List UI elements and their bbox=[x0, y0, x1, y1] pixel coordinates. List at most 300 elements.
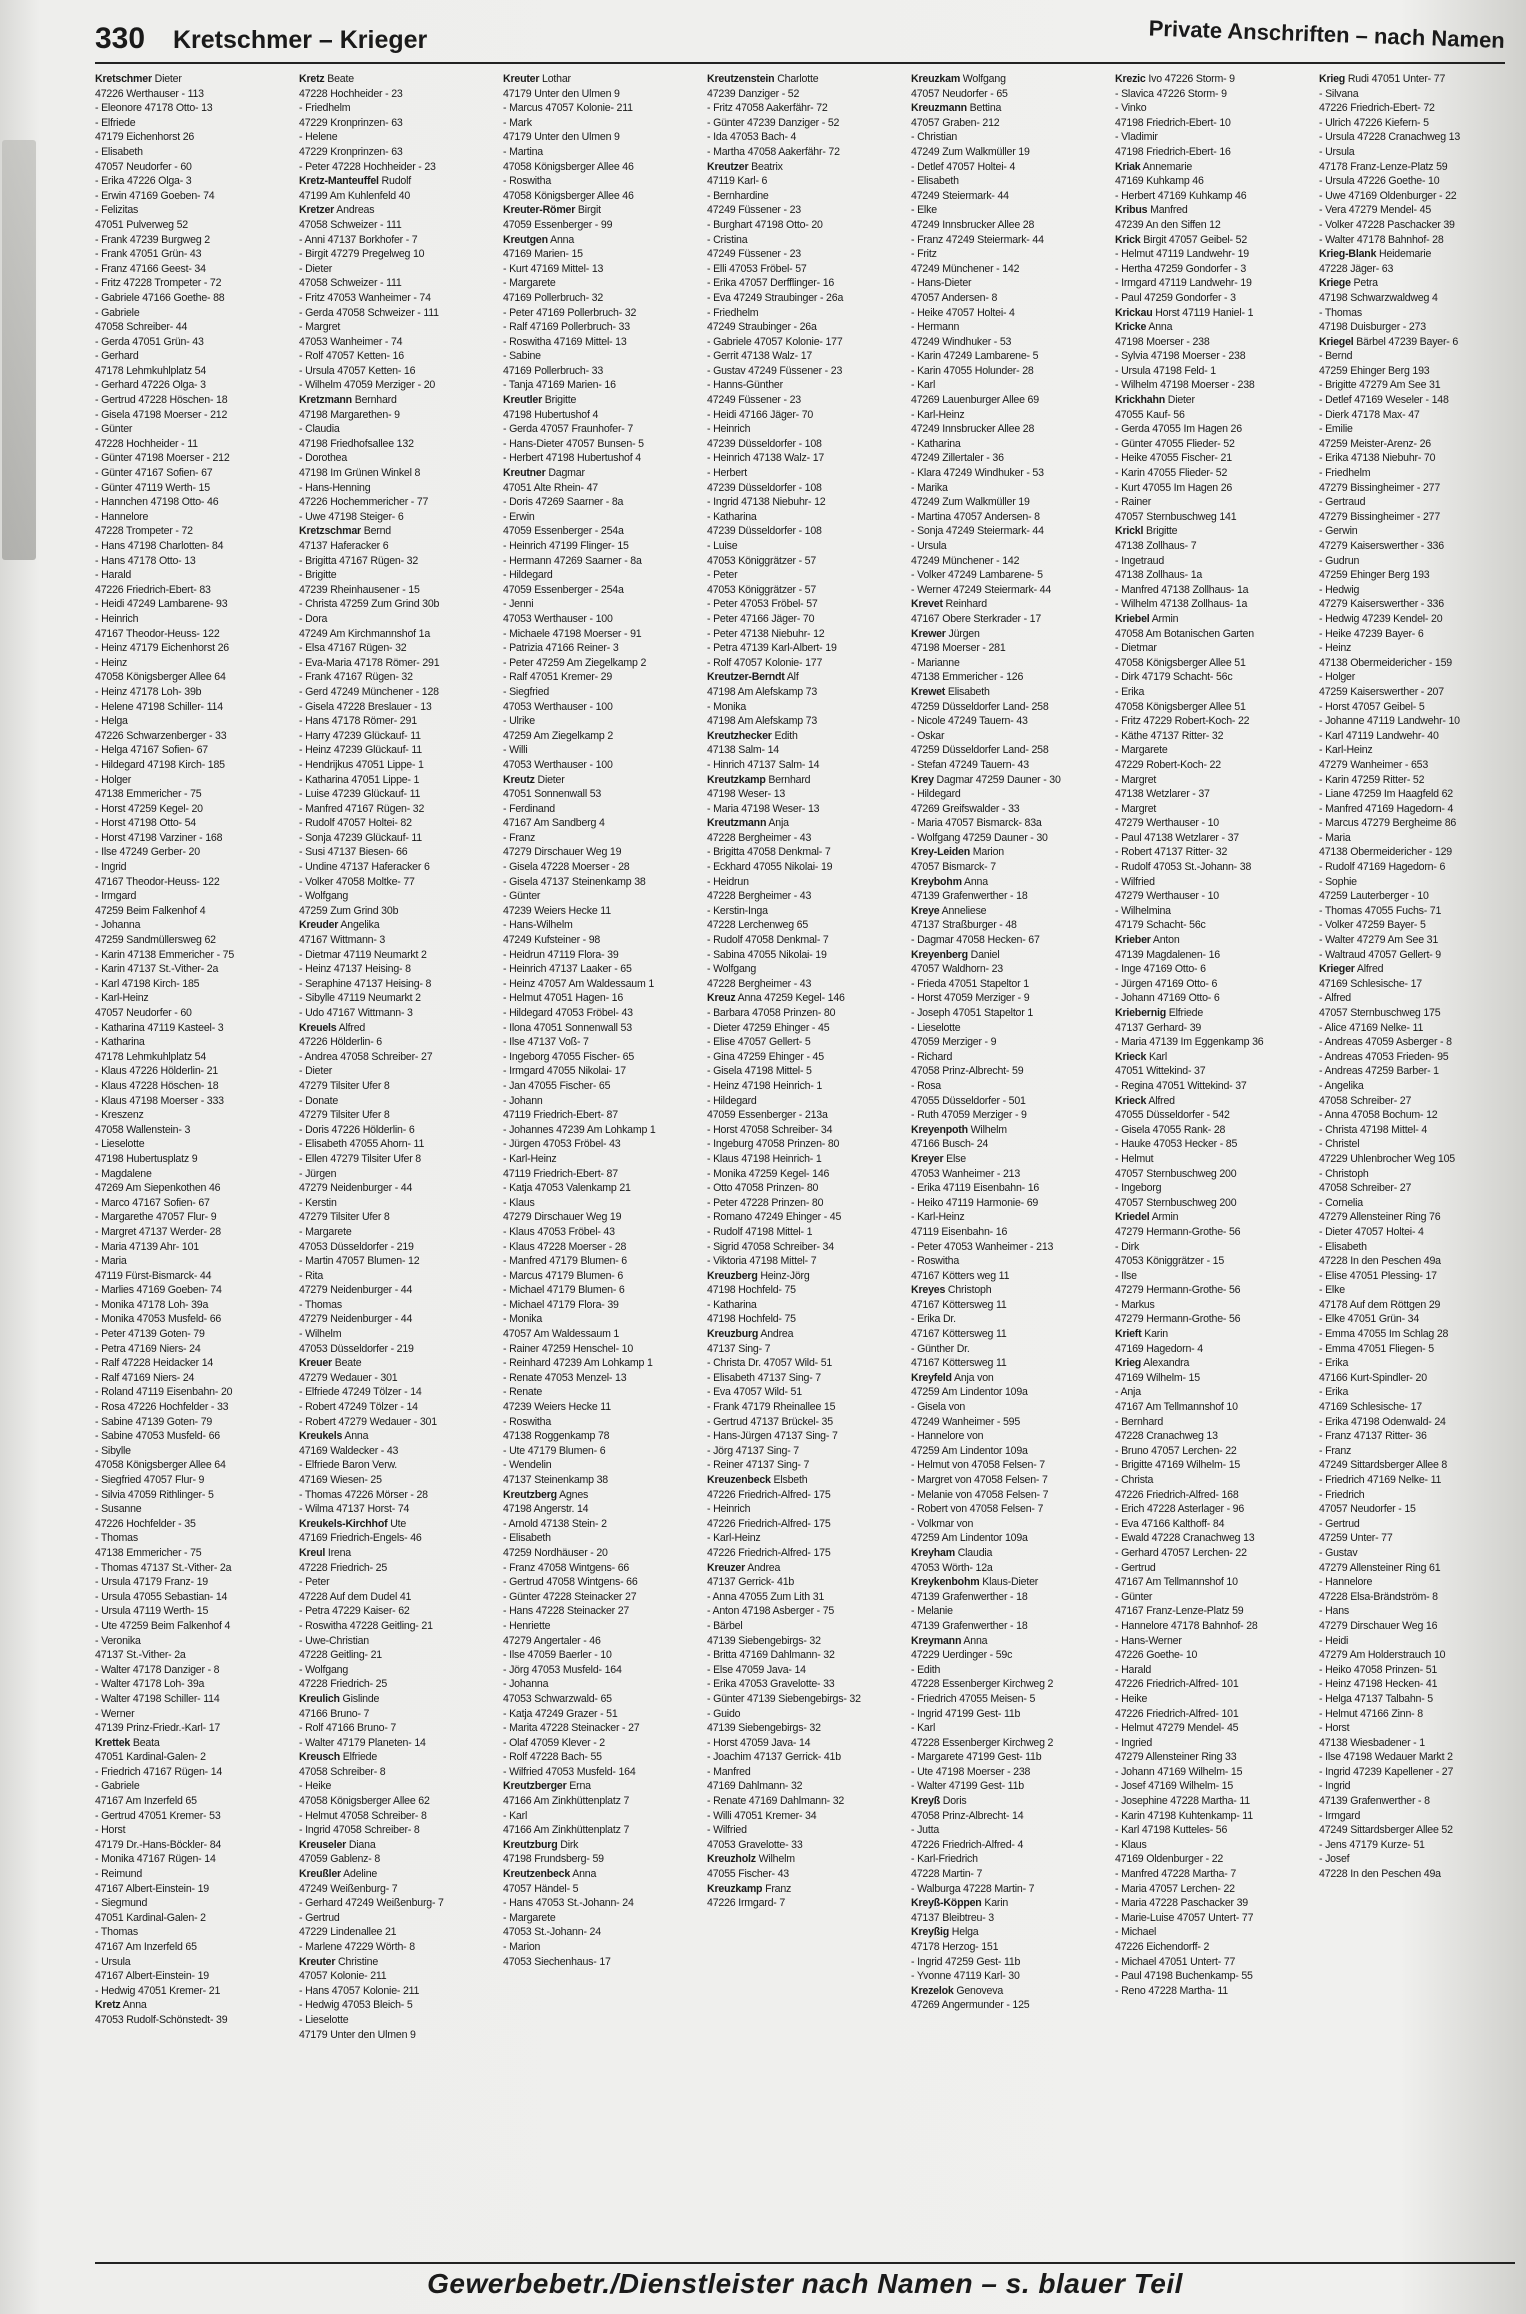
listing-entry bbox=[707, 845, 903, 860]
listing-given-name: - Regina 47051 Wittekind- 37 bbox=[1115, 1079, 1247, 1092]
listing-entry bbox=[95, 1925, 291, 1940]
listing-surname: Krieg-Blank bbox=[1319, 248, 1377, 261]
listing-given-name: - Vera 47279 Mendel- 45 bbox=[1319, 204, 1432, 217]
listing-entry bbox=[299, 393, 495, 408]
listing-address: 47137 Straßburger - 48 bbox=[911, 919, 1017, 932]
listing-address: 47057 Neudorfer - 65 bbox=[911, 87, 1008, 100]
listing-given-name: - Gerhard 47226 Olga- 3 bbox=[95, 379, 206, 392]
listing-given-name: - Manfred 47169 Hagedorn- 4 bbox=[1319, 802, 1454, 815]
listing-entry bbox=[95, 1444, 291, 1459]
listing-address: 47138 Emmericher - 75 bbox=[95, 1546, 202, 1559]
listing-entry bbox=[95, 1531, 291, 1546]
listing-given-name: - Monika bbox=[503, 1313, 543, 1326]
listing-given-name: - Karl 47198 Kirch- 185 bbox=[95, 977, 200, 990]
listing-entry bbox=[1115, 524, 1311, 539]
page-footer bbox=[95, 2262, 1515, 2304]
listing-entry bbox=[1115, 1517, 1311, 1532]
listing-given-name: - Ilona 47051 Sonnenwall 53 bbox=[503, 1021, 632, 1034]
listing-entry bbox=[707, 1458, 903, 1473]
listing-entry bbox=[707, 1882, 903, 1897]
listing-surname: Kreutgen bbox=[503, 233, 548, 246]
listing-entry bbox=[707, 1356, 903, 1371]
listing-address: 47179 Unter den Ulmen 9 bbox=[503, 131, 620, 144]
listing-given-name: Brigitte bbox=[544, 394, 577, 407]
listing-given-name: - Ilse 47249 Gerber- 20 bbox=[95, 846, 200, 859]
listing-given-name: - Martin 47057 Blumen- 12 bbox=[299, 1255, 420, 1268]
listing-column-5 bbox=[911, 72, 1107, 2237]
listing-entry bbox=[299, 1838, 495, 1853]
listing-address: 47249 Sittardsberger Allee 8 bbox=[1319, 1459, 1448, 1472]
listing-given-name: - Gertrud bbox=[299, 1911, 340, 1924]
listing-entry bbox=[299, 174, 495, 189]
listing-entry bbox=[95, 262, 291, 277]
listing-given-name: - Erika bbox=[1319, 1357, 1349, 1370]
listing-given-name: - Wilma 47137 Horst- 74 bbox=[299, 1503, 410, 1516]
listing-given-name: - Marco 47167 Sofien- 67 bbox=[95, 1196, 210, 1209]
listing-surname: Kreuzmann bbox=[911, 102, 967, 115]
listing-given-name: - Luise bbox=[707, 540, 738, 552]
listing-entry bbox=[95, 845, 291, 860]
listing-given-name: - Heinz bbox=[95, 656, 128, 669]
listing-entry bbox=[95, 1779, 291, 1794]
listing-address: 47166 Busch- 24 bbox=[911, 1138, 989, 1151]
listing-address: 47057 Andersen- 8 bbox=[911, 291, 998, 304]
listing-given-name: - Erika 47138 Niebuhr- 70 bbox=[1319, 452, 1436, 465]
listing-given-name: - Hans-Jürgen 47137 Sing- 7 bbox=[707, 1430, 838, 1443]
listing-given-name: - Otto 47058 Prinzen- 80 bbox=[707, 1182, 819, 1195]
listing-address: 47239 Weiers Hecke 11 bbox=[503, 904, 611, 917]
listing-given-name: - Lieselotte bbox=[95, 1138, 145, 1151]
listing-given-name: - Andreas 47059 Asberger - 8 bbox=[1319, 1036, 1452, 1049]
listing-entry bbox=[911, 1240, 1107, 1255]
listing-address: 47058 Prinz-Albrecht- 14 bbox=[911, 1809, 1024, 1822]
listing-given-name: - Siegmund bbox=[95, 1897, 148, 1910]
listing-given-name: - Gerda 47055 Im Hagen 26 bbox=[1115, 423, 1242, 436]
listing-entry bbox=[911, 481, 1107, 496]
listing-given-name: - Hans-Dieter bbox=[911, 277, 972, 290]
listing-entry bbox=[1115, 233, 1311, 248]
listing-entry bbox=[95, 612, 291, 627]
listing-address: 47269 Greifswalder - 33 bbox=[911, 802, 1020, 815]
listing-entry bbox=[1319, 904, 1515, 919]
listing-entry bbox=[1115, 1502, 1311, 1517]
listing-given-name: - Gerwin bbox=[1319, 525, 1358, 538]
listing-given-name: - Heike 47239 Bayer- 6 bbox=[1319, 627, 1424, 640]
listing-given-name: - Gabriele 47057 Kolonie- 177 bbox=[707, 335, 843, 348]
listing-entry bbox=[503, 1517, 699, 1532]
listing-entry bbox=[299, 773, 495, 788]
listing-entry bbox=[1115, 101, 1311, 116]
listing-given-name: - Ulrike bbox=[503, 715, 535, 728]
listing-given-name: - Sibylle 47119 Neumarkt 2 bbox=[299, 992, 421, 1005]
listing-entry bbox=[1319, 1575, 1515, 1590]
listing-address: 47228 In den Peschen 49a bbox=[1319, 1868, 1441, 1881]
listing-address: 47053 Wanheimer - 213 bbox=[911, 1167, 1021, 1180]
listing-entry bbox=[299, 1736, 495, 1751]
listing-entry bbox=[911, 1021, 1107, 1036]
listing-given-name: - Karin 47198 Kuhtenkamp- 11 bbox=[1115, 1809, 1253, 1822]
listing-entry bbox=[707, 233, 903, 248]
listing-entry bbox=[1115, 583, 1311, 598]
listing-given-name: - Christa Dr. 47057 Wild- 51 bbox=[707, 1357, 833, 1370]
listing-address: 47226 Irmgard- 7 bbox=[707, 1897, 786, 1910]
listing-given-name: - Volker 47259 Bayer- 5 bbox=[1319, 919, 1426, 932]
listing-entry bbox=[95, 773, 291, 788]
listing-given-name: Anja von bbox=[953, 1371, 994, 1384]
listing-entry bbox=[911, 1079, 1107, 1094]
listing-entry bbox=[299, 1269, 495, 1284]
listing-given-name: - Ute 47198 Moerser - 238 bbox=[911, 1765, 1031, 1778]
listing-given-name: - Frank 47051 Grün- 43 bbox=[95, 248, 202, 261]
listing-address: 47178 Auf dem Röttgen 29 bbox=[1319, 1298, 1441, 1311]
listing-entry bbox=[1115, 72, 1311, 87]
listing-given-name: - Klaus 47226 Hölderlin- 21 bbox=[95, 1065, 218, 1078]
listing-entry bbox=[95, 116, 291, 131]
listing-entry bbox=[95, 1473, 291, 1488]
listing-given-name: - Rudolf 47198 Mittel- 1 bbox=[707, 1225, 813, 1238]
listing-column-3 bbox=[503, 72, 699, 2237]
listing-entry bbox=[707, 1809, 903, 1824]
listing-entry bbox=[95, 758, 291, 773]
listing-given-name: Dieter bbox=[154, 73, 182, 85]
listing-address: 47228 Essenberger Kirchweg 2 bbox=[911, 1736, 1054, 1749]
listing-given-name: - Ute 47179 Blumen- 6 bbox=[503, 1444, 606, 1457]
listing-given-name: Franz bbox=[765, 1882, 792, 1895]
listing-address: 47239 Rheinhausener - 15 bbox=[299, 583, 420, 596]
listing-given-name: - Erika 47053 Gravelotte- 33 bbox=[707, 1678, 835, 1691]
listing-entry bbox=[95, 1736, 291, 1751]
listing-given-name: - Ilse 47198 Wedauer Markt 2 bbox=[1319, 1751, 1453, 1764]
listing-given-name: - Heinz 47137 Heising- 8 bbox=[299, 963, 411, 976]
listing-surname: Kretz-Manteuffel bbox=[299, 175, 379, 188]
listing-entry bbox=[95, 378, 291, 393]
listing-given-name: - Erika 47057 Derfflinger- 16 bbox=[707, 277, 835, 290]
listing-entry bbox=[911, 466, 1107, 481]
listing-given-name: - Karl-Heinz bbox=[95, 992, 149, 1005]
listing-given-name: - Udo 47167 Wittmann- 3 bbox=[299, 1007, 413, 1019]
listing-address: 47169 Friedrich-Engels- 46 bbox=[299, 1532, 422, 1545]
listing-address: 47199 Am Kuhlenfeld 40 bbox=[299, 189, 411, 202]
listing-given-name: Alfred bbox=[338, 1021, 366, 1034]
listing-address: 47059 Essenberger - 254a bbox=[503, 583, 624, 596]
listing-given-name: - Manfred 47179 Blumen- 6 bbox=[503, 1255, 627, 1268]
listing-address: 47226 Friedrich-Alfred- 101 bbox=[1115, 1707, 1239, 1720]
listing-entry bbox=[95, 685, 291, 700]
listing-given-name: - Gerda 47051 Grün- 43 bbox=[95, 335, 204, 348]
listing-entry bbox=[1319, 1721, 1515, 1736]
listing-entry bbox=[503, 1531, 699, 1546]
listing-entry bbox=[911, 1750, 1107, 1765]
listing-address: 47228 In den Peschen 49a bbox=[1319, 1255, 1441, 1268]
listing-given-name: - Richard bbox=[911, 1050, 953, 1063]
listing-given-name: - Hermann 47269 Saarner - 8a bbox=[503, 554, 642, 567]
listing-address: 47055 Kauf- 56 bbox=[1115, 408, 1185, 421]
listing-address: 47259 Am Lindentor 109a bbox=[911, 1386, 1028, 1399]
listing-address: 47226 Friedrich-Ebert- 72 bbox=[1319, 102, 1435, 115]
listing-address: 47055 Fischer- 43 bbox=[707, 1868, 789, 1881]
listing-entry bbox=[707, 1502, 903, 1517]
listing-entry bbox=[1115, 262, 1311, 277]
listing-address: 47228 Bergheimer - 43 bbox=[707, 831, 812, 844]
listing-address: 47057 Kolonie- 211 bbox=[299, 1970, 387, 1983]
listing-address: 47057 Sternbuschweg 200 bbox=[1115, 1167, 1237, 1180]
listing-surname: Kreutzberger bbox=[503, 1780, 567, 1793]
listing-given-name: - Hans-Henning bbox=[299, 481, 371, 494]
listing-entry bbox=[95, 1619, 291, 1634]
listing-entry bbox=[1115, 422, 1311, 437]
listing-entry bbox=[503, 1677, 699, 1692]
listing-given-name: - Bernd bbox=[1319, 350, 1353, 363]
listing-given-name: - Helene bbox=[299, 131, 338, 144]
listing-entry bbox=[299, 787, 495, 802]
listing-given-name: - Volker 47228 Paschacker 39 bbox=[1319, 218, 1455, 231]
listing-entry bbox=[707, 1298, 903, 1313]
listing-surname: Kreyer bbox=[911, 1152, 944, 1165]
listing-given-name: - Robert 47137 Ritter- 32 bbox=[1115, 846, 1228, 859]
listing-entry bbox=[503, 1561, 699, 1576]
listing-given-name: - Slavica 47226 Storm- 9 bbox=[1115, 87, 1227, 100]
listing-given-name: - Werner 47249 Steiermark- 44 bbox=[911, 583, 1052, 596]
listing-given-name: Anna bbox=[550, 233, 575, 246]
listing-address: 47053 Werthauser - 100 bbox=[503, 612, 613, 625]
listing-entry bbox=[911, 831, 1107, 846]
listing-given-name: - Heinrich 47138 Walz- 17 bbox=[707, 452, 825, 465]
listing-given-name: - Walter 47199 Gest- 11b bbox=[911, 1780, 1024, 1793]
listing-entry bbox=[1115, 1298, 1311, 1313]
listing-entry bbox=[299, 831, 495, 846]
listing-address: 47226 Hochfelder - 35 bbox=[95, 1517, 196, 1530]
listing-given-name: - Cristina bbox=[707, 233, 748, 246]
listing-given-name: - Inge 47169 Otto- 6 bbox=[1115, 963, 1206, 976]
listing-given-name: - Emma 47055 Im Schlag 28 bbox=[1319, 1328, 1449, 1341]
listing-given-name: - Peter 47053 Wanheimer - 213 bbox=[911, 1240, 1054, 1253]
listing-entry bbox=[503, 1196, 699, 1211]
listing-given-name: - Margret 47137 Werder- 28 bbox=[95, 1225, 221, 1238]
listing-given-name: - Horst 47198 Varziner - 168 bbox=[95, 831, 223, 844]
listing-entry bbox=[95, 714, 291, 729]
listing-surname: Kreutzhecker bbox=[707, 729, 772, 742]
listing-address: 47138 Roggenkamp 78 bbox=[503, 1430, 610, 1443]
listing-surname: Kreul bbox=[299, 1546, 326, 1559]
listing-surname: Kreyenberg bbox=[911, 948, 968, 961]
listing-given-name: Anneliese bbox=[941, 904, 987, 917]
listing-given-name: - Wolfgang bbox=[707, 963, 757, 976]
listing-entry bbox=[707, 1123, 903, 1138]
listing-given-name: Anna bbox=[344, 1430, 369, 1443]
listing-entry bbox=[707, 641, 903, 656]
listing-given-name: - Gabriele bbox=[95, 1780, 140, 1793]
listing-given-name: - Ruth 47059 Merziger - 9 bbox=[911, 1109, 1027, 1122]
listing-given-name: Bernd bbox=[363, 525, 392, 538]
listing-entry bbox=[1319, 1079, 1515, 1094]
listing-entry bbox=[1115, 247, 1311, 262]
listing-entry bbox=[1319, 247, 1515, 262]
listing-given-name: - Henriette bbox=[503, 1619, 551, 1632]
listing-given-name: - Horst 47198 Otto- 54 bbox=[95, 817, 196, 830]
listing-given-name: - Ilse 47137 Voß- 7 bbox=[503, 1036, 589, 1049]
listing-given-name: - Eleonore 47178 Otto- 13 bbox=[95, 102, 213, 115]
listing-address: 47119 Eisenbahn- 16 bbox=[911, 1225, 1008, 1238]
listing-entry bbox=[1115, 1531, 1311, 1546]
listing-address: 47057 Neudorfer - 60 bbox=[95, 160, 192, 173]
listing-entry bbox=[1319, 1123, 1515, 1138]
listing-given-name: - Thomas bbox=[1319, 306, 1362, 319]
listing-address: 47226 Schwarzenberger - 33 bbox=[95, 729, 227, 742]
listing-entry bbox=[299, 845, 495, 860]
listing-entry bbox=[95, 1852, 291, 1867]
listing-entry bbox=[299, 743, 495, 758]
listing-entry bbox=[911, 656, 1107, 671]
listing-given-name: - Bernhard bbox=[1115, 1415, 1164, 1428]
listing-given-name: Armin bbox=[1151, 1211, 1179, 1224]
listing-entry bbox=[911, 1955, 1107, 1970]
listing-entry bbox=[911, 1604, 1107, 1619]
listing-given-name: Andrea bbox=[747, 1561, 781, 1574]
listing-given-name: - Kreszenz bbox=[95, 1109, 144, 1122]
listing-entry bbox=[1115, 860, 1311, 875]
listing-given-name: - Roland 47119 Eisenbahn- 20 bbox=[95, 1386, 233, 1399]
listing-entry bbox=[1319, 1225, 1515, 1240]
listing-entry bbox=[1319, 816, 1515, 831]
listing-given-name: - Ursula bbox=[1319, 145, 1355, 158]
listing-address: 47051 Alte Rhein- 47 bbox=[503, 481, 598, 494]
listing-entry bbox=[911, 1429, 1107, 1444]
listing-given-name: - Arnold 47138 Stein- 2 bbox=[503, 1517, 607, 1530]
listing-address: 47259 Ehinger Berg 193 bbox=[1319, 364, 1430, 377]
listing-entry bbox=[95, 174, 291, 189]
listing-given-name: - Joachim 47137 Gerrick- 41b bbox=[707, 1751, 841, 1764]
listing-given-name: - Heinrich bbox=[707, 1503, 751, 1516]
listing-entry bbox=[911, 174, 1107, 189]
listing-given-name: - Harald bbox=[95, 569, 132, 582]
listing-given-name: - Dieter bbox=[299, 1065, 333, 1078]
listing-entry bbox=[299, 130, 495, 145]
listing-entry bbox=[95, 291, 291, 306]
listing-given-name: - Katharina 47119 Kasteel- 3 bbox=[95, 1021, 224, 1034]
listing-entry bbox=[95, 831, 291, 846]
listing-entry bbox=[95, 451, 291, 466]
listing-entry bbox=[707, 72, 903, 87]
listing-given-name: - Hannelore von bbox=[911, 1430, 984, 1443]
listing-entry bbox=[95, 860, 291, 875]
listing-given-name: - Karl-Heinz bbox=[911, 408, 965, 421]
listing-address: 47198 Friedrich-Ebert- 10 bbox=[1115, 116, 1231, 129]
listing-given-name: Karl bbox=[1148, 1050, 1167, 1063]
listing-entry bbox=[707, 1415, 903, 1430]
listing-address: 47279 Tilsiter Ufer 8 bbox=[299, 1109, 390, 1122]
listing-entry bbox=[95, 816, 291, 831]
listing-entry bbox=[1319, 451, 1515, 466]
listing-address: 47179 Eichenhorst 26 bbox=[95, 131, 195, 144]
listing-address: 47239 Weiers Hecke 11 bbox=[503, 1401, 611, 1414]
listing-entry bbox=[1115, 1882, 1311, 1897]
listing-entry bbox=[299, 1998, 495, 2013]
listing-given-name: - Walter 47279 Am See 31 bbox=[1319, 934, 1439, 947]
listing-entry bbox=[299, 101, 495, 116]
listing-entry bbox=[95, 554, 291, 569]
listing-given-name: - Reno 47228 Martha- 11 bbox=[1115, 1984, 1228, 1997]
listing-entry bbox=[95, 991, 291, 1006]
listing-given-name: - Herbert 47198 Hubertushof 4 bbox=[503, 452, 641, 465]
listing-given-name: - Andrea 47058 Schreiber- 27 bbox=[299, 1050, 433, 1063]
listing-address: 47139 Grafenwerther - 8 bbox=[1319, 1795, 1430, 1808]
listing-entry bbox=[1115, 495, 1311, 510]
listing-entry bbox=[707, 568, 903, 583]
listing-entry bbox=[503, 1444, 699, 1459]
listing-given-name: - Martina bbox=[503, 145, 543, 158]
listing-given-name: - Elisabeth bbox=[95, 145, 143, 158]
listing-entry bbox=[299, 1123, 495, 1138]
listing-given-name: - Heinrich 47199 Flinger- 15 bbox=[503, 540, 629, 552]
listing-given-name: - Walter 47179 Planeten- 14 bbox=[299, 1736, 426, 1749]
listing-given-name: - Robert von 47058 Felsen- 7 bbox=[911, 1503, 1044, 1516]
listing-entry bbox=[503, 1094, 699, 1109]
listing-address: 47058 Schreiber- 27 bbox=[1319, 1094, 1412, 1107]
listing-entry bbox=[503, 1707, 699, 1722]
listing-given-name: - Karl-Heinz bbox=[707, 1532, 761, 1545]
listing-address: 47053 Schwarzwald- 65 bbox=[503, 1692, 612, 1705]
listing-given-name: Alexandra bbox=[1143, 1357, 1190, 1370]
listing-given-name: - Josephine 47228 Martha- 11 bbox=[1115, 1795, 1250, 1808]
listing-given-name: - Gertrud 47058 Wintgens- 66 bbox=[503, 1576, 638, 1589]
listing-given-name: - Rudolf 47053 St.-Johann- 38 bbox=[1115, 861, 1252, 874]
listing-given-name: Anna bbox=[122, 1999, 147, 2012]
listing-given-name: - Reimund bbox=[95, 1868, 143, 1881]
listing-address: 47138 Emmericher - 126 bbox=[911, 671, 1024, 684]
listing-entry bbox=[95, 1707, 291, 1722]
listing-address: 47179 Dr.-Hans-Böckler- 84 bbox=[95, 1838, 222, 1851]
listing-given-name: - Rolf 47228 Bach- 55 bbox=[503, 1751, 602, 1764]
listing-entry bbox=[503, 1050, 699, 1065]
listing-entry bbox=[1115, 1181, 1311, 1196]
listing-entry bbox=[299, 1327, 495, 1342]
listing-given-name: - Ute 47259 Beim Falkenhof 4 bbox=[95, 1619, 231, 1632]
listing-entry bbox=[1115, 1896, 1311, 1911]
listing-entry bbox=[299, 802, 495, 817]
listing-given-name: - Susanne bbox=[95, 1503, 142, 1516]
listing-entry bbox=[1319, 1473, 1515, 1488]
listing-given-name: - Karl bbox=[911, 1722, 936, 1735]
listing-given-name: - Erwin bbox=[503, 510, 535, 523]
listing-address: 47058 Schreiber- 44 bbox=[95, 321, 188, 334]
listing-entry bbox=[299, 875, 495, 890]
listing-entry bbox=[911, 101, 1107, 116]
listing-address: 47279 Tilsiter Ufer 8 bbox=[299, 1079, 390, 1092]
listing-given-name: - Roswitha 47228 Geitling- 21 bbox=[299, 1619, 433, 1632]
listing-entry bbox=[503, 1298, 699, 1313]
listing-entry bbox=[299, 1955, 495, 1970]
listing-entry bbox=[1319, 174, 1515, 189]
listing-surname: Kretz bbox=[299, 73, 325, 85]
listing-given-name: - Martha 47058 Aakerfähr- 72 bbox=[707, 145, 840, 158]
listing-entry bbox=[503, 554, 699, 569]
listing-address: 47138 Zollhaus- 7 bbox=[1115, 540, 1197, 552]
listing-entry bbox=[1115, 1458, 1311, 1473]
listing-given-name: - Marianne bbox=[911, 656, 960, 669]
listing-given-name: - Horst 47058 Schreiber- 34 bbox=[707, 1123, 833, 1136]
listing-address: 47198 Am Alefskamp 73 bbox=[707, 715, 818, 728]
listing-given-name: - Sigrid 47058 Schreiber- 34 bbox=[707, 1240, 834, 1253]
listing-entry bbox=[911, 1123, 1107, 1138]
listing-given-name: Genoveva bbox=[956, 1984, 1004, 1997]
listing-entry bbox=[911, 758, 1107, 773]
thumb-index-tab bbox=[2, 140, 36, 560]
listing-entry bbox=[503, 1575, 699, 1590]
listing-given-name: - Franz bbox=[503, 831, 536, 844]
listing-surname: Kriegel bbox=[1319, 335, 1354, 348]
listing-given-name: - Karin 47137 St.-Vither- 2a bbox=[95, 963, 219, 976]
listing-entry bbox=[503, 1721, 699, 1736]
